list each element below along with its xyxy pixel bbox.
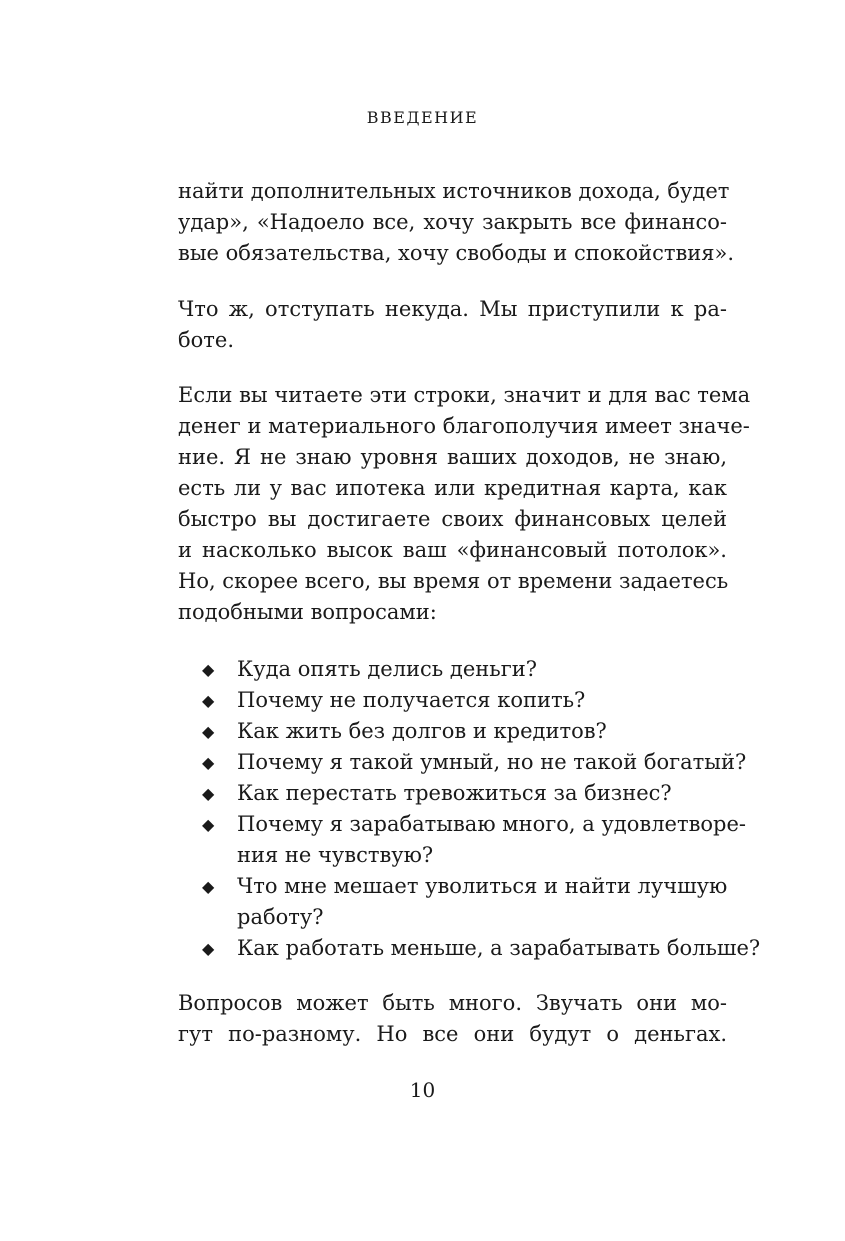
text-line: Но, скорее всего, вы время от времени задаетесь	[178, 569, 729, 593]
list-item-text: работу?	[237, 905, 324, 929]
list-item	[178, 778, 727, 809]
list-item	[178, 654, 727, 685]
text-line: денег и материального благополучия имеет значе-	[178, 414, 750, 438]
list-item	[178, 747, 747, 778]
text-line: боте.	[178, 328, 235, 352]
list-item	[178, 871, 727, 933]
list-item-text: Почему не получается копить?	[237, 688, 586, 712]
diamond-bullet-icon: ◆	[202, 722, 215, 741]
diamond-bullet-icon: ◆	[202, 660, 215, 679]
running-head: ВВЕДЕНИЕ	[366, 108, 479, 127]
list-item	[178, 933, 761, 964]
list-item	[178, 716, 727, 747]
diamond-bullet-icon: ◆	[202, 753, 215, 772]
list-item-text: Что мне мешает уволиться и найти лучшую	[237, 874, 728, 898]
text-line: найти дополнительных источников дохода, будет	[178, 179, 730, 203]
list-item-text: Почему я такой умный, но не такой богатый?	[237, 750, 747, 774]
text-line: Вопросов может быть много. Звучать они мо-	[178, 991, 727, 1015]
text-line: удар», «Надоело все, хочу закрыть все финансо-	[178, 210, 727, 234]
paragraph-3	[178, 380, 751, 628]
list-item-text: Куда опять делись деньги?	[237, 657, 537, 681]
text-line: и насколько высок ваш «финансовый потолок».	[178, 538, 727, 562]
question-list	[178, 654, 761, 964]
diamond-bullet-icon: ◆	[202, 691, 215, 710]
text-line: Если вы читаете эти строки, значит и для вас тема	[178, 383, 751, 407]
diamond-bullet-icon: ◆	[202, 815, 215, 834]
paragraph-2	[178, 294, 727, 356]
diamond-bullet-icon: ◆	[202, 939, 215, 958]
diamond-bullet-icon: ◆	[202, 877, 215, 896]
page-number: 10	[409, 1078, 436, 1102]
list-item-text: Как работать меньше, а зарабатывать больше?	[237, 936, 761, 960]
text-line: ние. Я не знаю уровня ваших доходов, не знаю,	[178, 445, 727, 469]
list-item-text: Как перестать тревожиться за бизнес?	[237, 781, 672, 805]
diamond-bullet-icon: ◆	[202, 784, 215, 803]
text-line: есть ли у вас ипотека или кредитная карта, как	[178, 476, 727, 500]
closing-paragraph	[178, 988, 727, 1050]
list-item-text: ния не чувствую?	[237, 843, 434, 867]
text-line: Что ж, отступать некуда. Мы приступили к ра-	[178, 297, 727, 321]
list-item-text: Почему я зарабатываю много, а удовлетворе-	[237, 812, 747, 836]
text-line: подобными вопросами:	[178, 600, 437, 624]
text-line: гут по-разному. Но все они будут о деньгах.	[178, 1022, 727, 1046]
paragraph-1	[178, 176, 735, 269]
text-line: вые обязательства, хочу свободы и спокойствия».	[178, 241, 735, 265]
list-item	[178, 809, 747, 871]
text-line: быстро вы достигаете своих финансовых целей	[178, 507, 727, 531]
list-item-text: Как жить без долгов и кредитов?	[237, 719, 607, 743]
list-item	[178, 685, 727, 716]
